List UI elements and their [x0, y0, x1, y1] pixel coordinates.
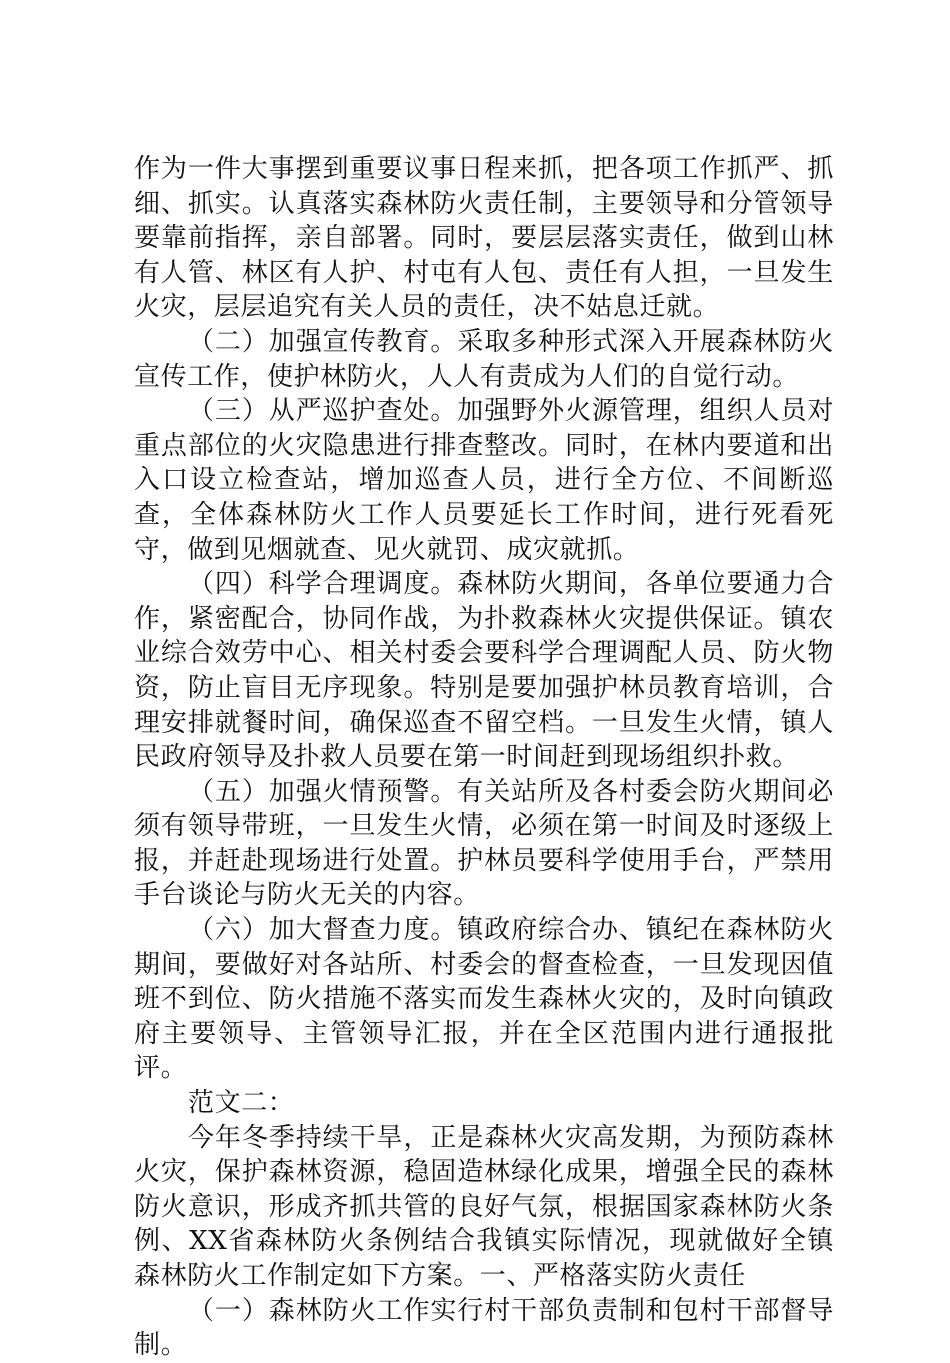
paragraph-6-supervision: （六）加大督查力度。镇政府综合办、镇纪在森林防火期间，要做好对各站所、村委会的督查检查，一旦发现因值班不到位、防火措施不落实而发生森林火灾的，及时向镇政府主要领导、主管领导汇报，并在全区范围内进行通报批评。 — [134, 915, 834, 1084]
section-heading-sample-two: 范文二： — [188, 1088, 295, 1119]
paragraph-5-warning: （五）加强火情预警。有关站所及各村委会防火期间必须有领导带班，一旦发生火情，必须在第一时间及时逐级上报，并赶赴现场进行处置。护林员要科学使用手台，严禁用手台谈论与防火无关的内容。 — [134, 776, 834, 911]
paragraph-4-dispatch: （四）科学合理调度。森林防火期间，各单位要通力合作，紧密配合，协同作战，为扑救森林火灾提供保证。镇农业综合效劳中心、相关村委会要科学合理调配人员、防火物资，防止盲目无序现象。特别是要加强护林员教育培训，合理安排就餐时间，确保巡查不留空档。一旦发生火情，镇人民政府领导及扑救人员要在第一时间赶到现场组织扑救。 — [134, 569, 834, 773]
paragraph-2-publicity: （二）加强宣传教育。采取多种形式深入开展森林防火宣传工作，使护林防火，人人有责成为人们的自觉行动。 — [134, 326, 834, 392]
paragraph-7-intro: 今年冬季持续干旱，正是森林火灾高发期，为预防森林火灾，保护森林资源，稳固造林绿化成果，增强全民的森林防火意识，形成齐抓共管的良好气氛，根据国家森林防火条例、XX省森林防火条例结合我镇实际情况，现就做好全镇森林防火工作制定如下方案。一、严格落实防火责任 — [134, 1122, 834, 1291]
paragraph-3-patrol: （三）从严巡护查处。加强野外火源管理，组织人员对重点部位的火灾隐患进行排查整改。同时，在林内要道和出入口设立检查站，增加巡查人员，进行全方位、不间断巡查，全体森林防火工作人员要延长工作时间，进行死看死守，做到见烟就查、见火就罚、成灾就抓。 — [134, 396, 834, 565]
paragraph-8-responsibility: （一）森林防火工作实行村干部负责制和包村干部督导制。 — [134, 1295, 834, 1361]
paragraph-continuation: 作为一件大事摆到重要议事日程来抓，把各项工作抓严、抓细、抓实。认真落实森林防火责任制，主要领导和分管领导要靠前指挥，亲自部署。同时，要层层落实责任，做到山林有人管、林区有人护、村屯有人包、责任有人担，一旦发生火灾，层层追究有关人员的责任，决不姑息迁就。 — [134, 154, 834, 323]
document-body — [134, 152, 834, 1363]
